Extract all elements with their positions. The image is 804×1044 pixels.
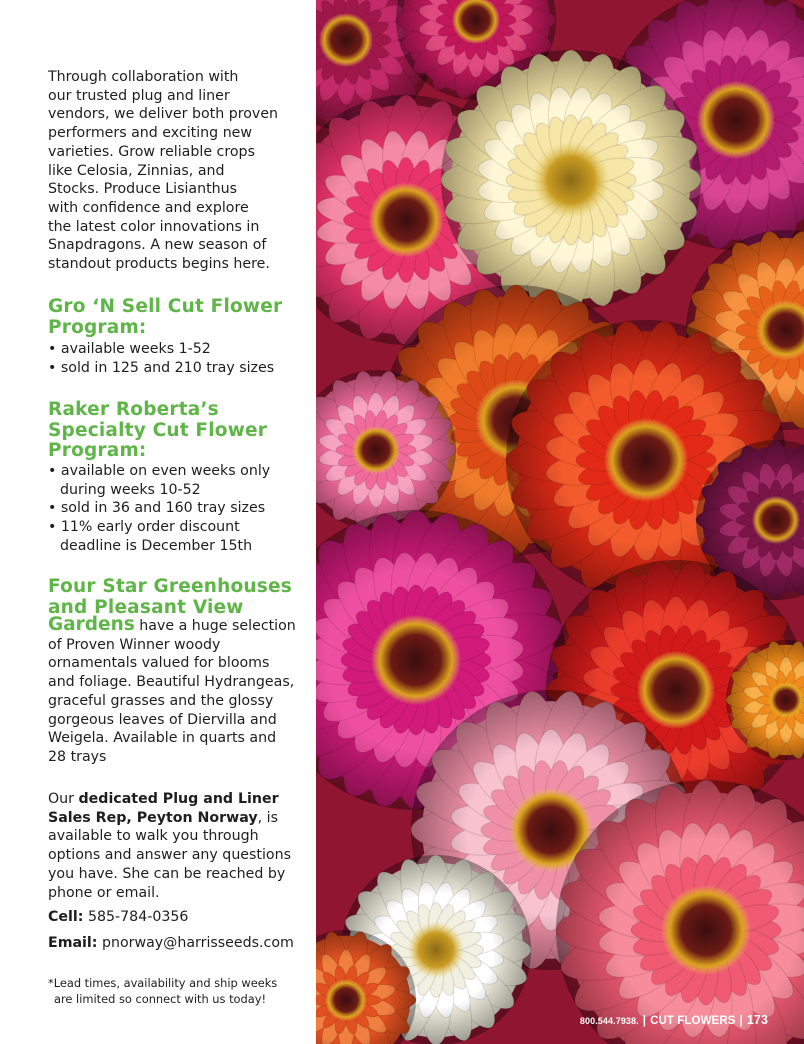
cell-number: 585-784-0356 bbox=[83, 909, 189, 925]
bullet-item: • available weeks 1-52 bbox=[48, 341, 211, 357]
intro-line: with confidence and explore bbox=[48, 199, 249, 216]
lead-times-note: *Lead times, availability and ship weeks are limited so connect with us today! bbox=[48, 976, 278, 1006]
gro-n-sell-bullets bbox=[48, 340, 303, 377]
raker-roberta-bullets bbox=[48, 462, 303, 556]
email-label: Email: bbox=[48, 935, 98, 951]
sales-rep-paragraph: Our dedicated Plug and Liner Sales Rep, Peyton Norway, is available to walk you through options and answer any questions you have. She can be reached by phone or email. bbox=[48, 791, 291, 901]
footer-section: CUT FLOWERS bbox=[650, 1015, 736, 1027]
page-footer: 800.544.7938. | CUT FLOWERS | 173 bbox=[579, 1013, 768, 1027]
four-star-body: Gardens have a huge selection of Proven Winner woody ornamentals valued for blooms and foliage. Beautiful Hydrangeas, graceful grasses and the glossy gorgeous leaves of Diervilla and Weigela. Available in quarts and 28 trays bbox=[48, 614, 296, 765]
bullet-item: • sold in 36 and 160 tray sizes bbox=[48, 500, 266, 517]
bullet-item: • available on even weeks only during weeks 10-52 bbox=[48, 463, 271, 498]
bullet-item: • 11% early order discount deadline is December 15th bbox=[48, 519, 253, 554]
bullet-item: • sold in 125 and 210 tray sizes bbox=[48, 359, 275, 376]
email-line bbox=[48, 934, 310, 953]
intro-line: Stocks. Produce Lisianthus bbox=[48, 181, 238, 198]
four-star-heading: Four Star Greenhouses and Pleasant View bbox=[48, 576, 292, 618]
intro-paragraph bbox=[48, 68, 298, 274]
text-column bbox=[0, 0, 316, 1044]
footer-phone: 800.544.7938. bbox=[579, 1016, 639, 1026]
cell-phone-line bbox=[48, 908, 303, 927]
intro-line: Through collaboration with bbox=[48, 69, 239, 85]
intro-line: vendors, we deliver both proven bbox=[48, 106, 279, 123]
intro-line: varieties. Grow reliable crops bbox=[48, 143, 255, 160]
raker-roberta-heading: Raker Roberta’s Specialty Cut Flower Program: bbox=[48, 399, 268, 461]
gro-n-sell-heading: Gro ‘N Sell Cut Flower Program: bbox=[48, 296, 283, 338]
cell-label: Cell: bbox=[48, 909, 84, 925]
intro-line: like Celosia, Zinnias, and bbox=[48, 162, 225, 179]
flower-illustration bbox=[316, 0, 804, 1044]
intro-line: Snapdragons. A new season of bbox=[48, 237, 267, 254]
zinnia-flowers-photo bbox=[316, 0, 804, 1044]
page-number: 173 bbox=[746, 1013, 768, 1027]
zinnia-cream-flower bbox=[440, 49, 702, 311]
four-star-heading-end: Gardens bbox=[48, 614, 135, 635]
intro-line: standout products begins here. bbox=[48, 256, 270, 273]
email-address: pnorway@harrisseeds.com bbox=[97, 935, 294, 951]
intro-line: the latest color innovations in bbox=[48, 218, 260, 235]
intro-line: performers and exciting new bbox=[48, 125, 253, 142]
intro-line: our trusted plug and liner bbox=[48, 87, 230, 104]
